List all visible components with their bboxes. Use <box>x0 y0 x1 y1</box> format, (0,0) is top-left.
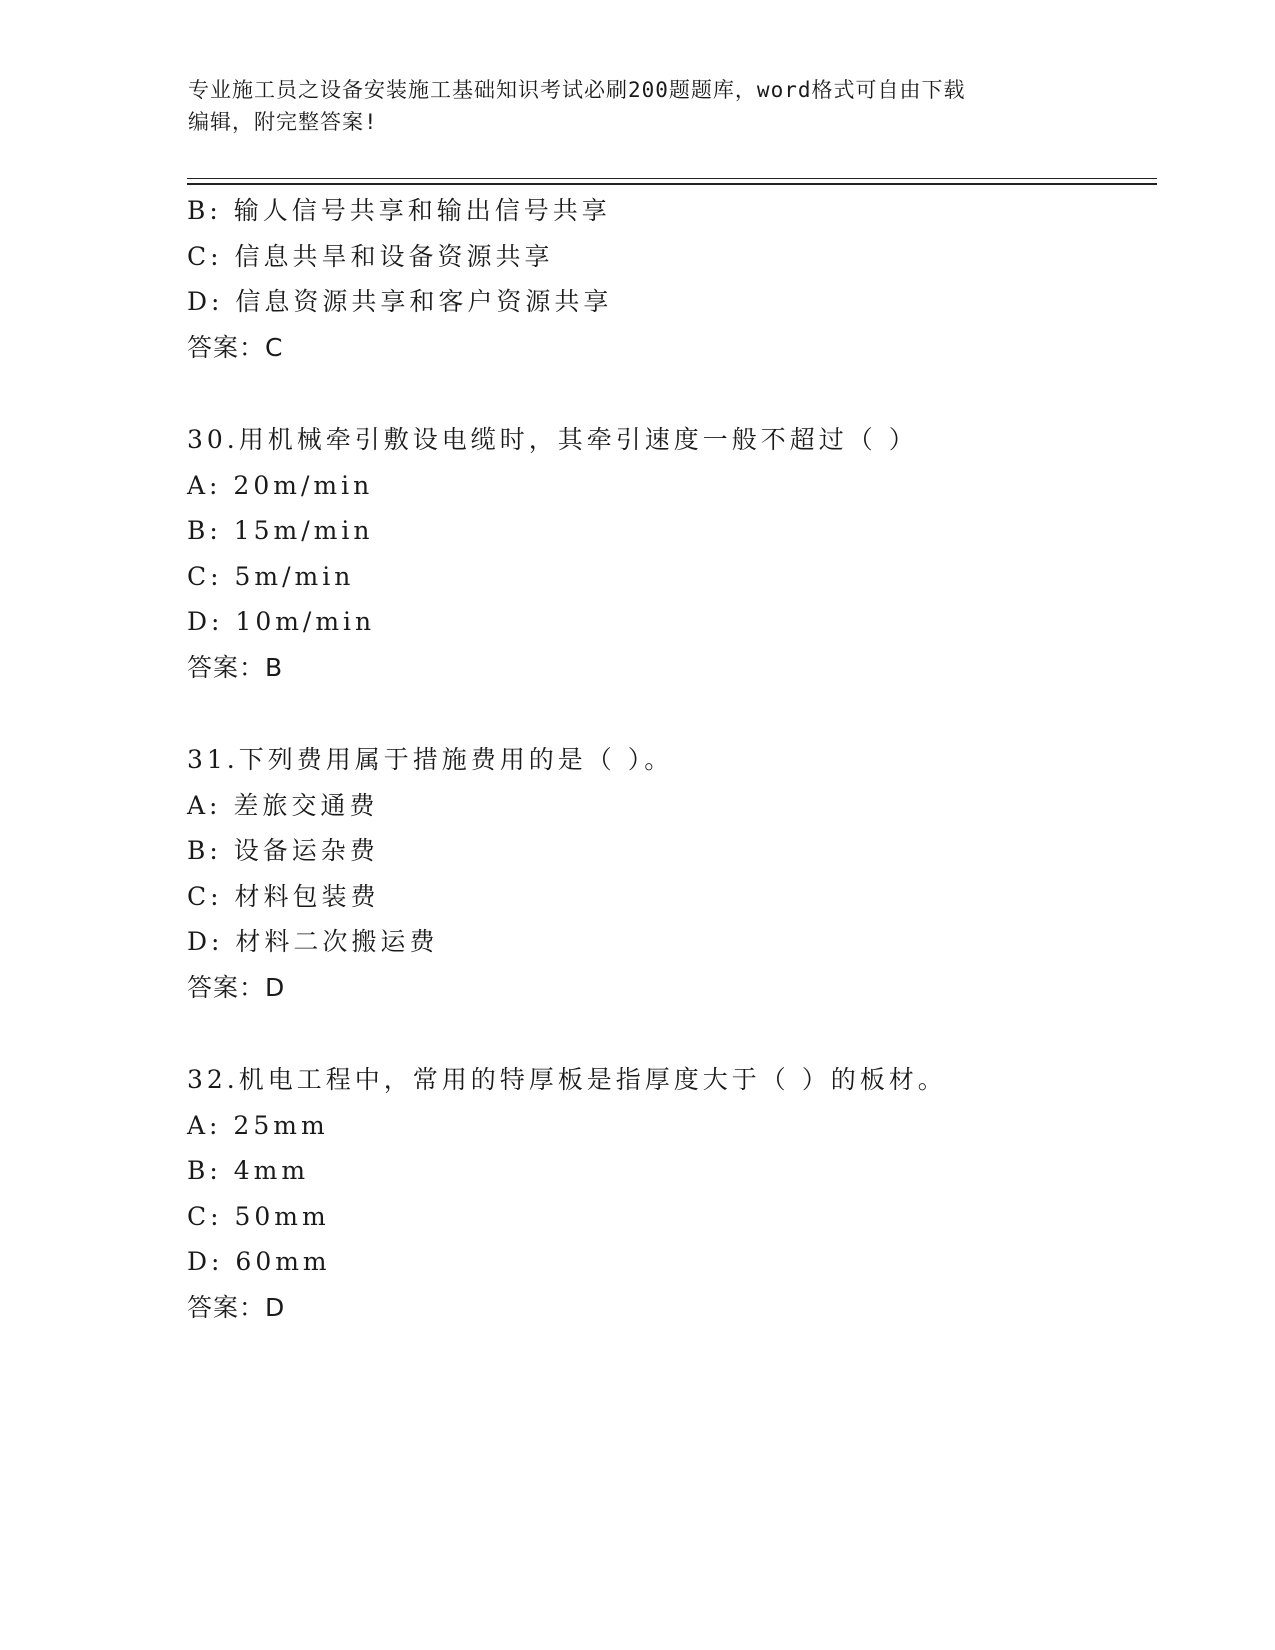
spacer <box>187 1010 1147 1057</box>
option-c: C: 5m/min <box>187 561 355 591</box>
option-c: C: 材料包装费 <box>187 881 380 911</box>
answer-line: 答案：B <box>187 652 284 682</box>
option-b: B: 4mm <box>187 1156 310 1185</box>
question-stem: 31.下列费用属于措施费用的是（ ）。 <box>187 745 674 774</box>
option-b: B: 输人信号共享和输出信号共享 <box>187 196 611 225</box>
option-c: C: 50mm <box>187 1201 330 1231</box>
header-title-line-1: 专业施工员之设备安装施工基础知识考试必刷200题题库，word格式可自由下载 <box>188 78 966 102</box>
partial-question <box>187 188 1147 370</box>
option-d: D: 信息资源共享和客户资源共享 <box>187 287 613 316</box>
option-b: B: 设备运杂费 <box>187 836 379 865</box>
question-32 <box>187 1057 1147 1330</box>
option-c: C: 信息共旱和设备资源共享 <box>187 241 554 271</box>
answer-line: 答案：C <box>187 332 284 362</box>
question-stem: 32.机电工程中，常用的特厚板是指厚度大于（ ）的板材。 <box>187 1065 947 1094</box>
option-a: A: 25mm <box>187 1110 329 1140</box>
question-stem: 30.用机械牵引敷设电缆时，其牵引速度一般不超过（ ） <box>187 425 918 454</box>
spacer <box>187 370 1147 417</box>
option-a: A: 20m/min <box>187 470 374 500</box>
answer-line: 答案：D <box>187 1292 286 1322</box>
option-d: D: 材料二次搬运费 <box>187 927 439 956</box>
header-divider-top <box>187 178 1157 179</box>
header-divider-bottom <box>187 183 1157 185</box>
question-list <box>187 188 1147 1330</box>
option-d: D: 10m/min <box>187 607 376 636</box>
option-b: B: 15m/min <box>187 516 374 545</box>
option-d: D: 60mm <box>187 1247 331 1276</box>
answer-line: 答案：D <box>187 972 286 1002</box>
question-31 <box>187 737 1147 1010</box>
question-30 <box>187 417 1147 690</box>
document-header <box>188 74 1068 138</box>
header-title-line-2: 编辑，附完整答案! <box>188 110 378 134</box>
option-a: A: 差旅交通费 <box>187 790 379 820</box>
spacer <box>187 690 1147 737</box>
